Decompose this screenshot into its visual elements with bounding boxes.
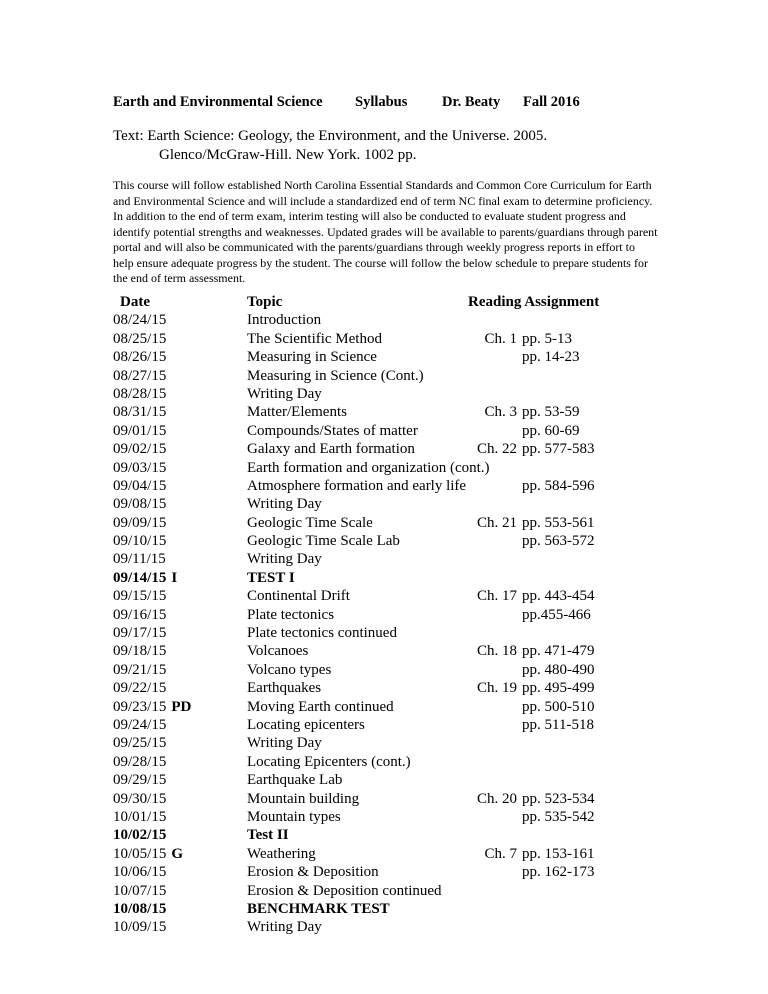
date-value: 09/09/15: [113, 514, 167, 531]
date-value: 09/28/15: [113, 753, 167, 770]
topic-column-header: Topic: [247, 294, 283, 310]
date-value: 09/01/15: [113, 422, 167, 439]
date-value: 10/06/15: [113, 864, 167, 881]
schedule-row: [113, 514, 643, 532]
reading-column-header: Reading Assignment: [468, 294, 600, 310]
schedule-row: [113, 403, 643, 421]
topic-cell: Geologic Time Scale Lab: [247, 533, 400, 550]
schedule-row: [113, 385, 643, 403]
date-value: 09/08/15: [113, 496, 167, 513]
schedule-row: [113, 900, 643, 918]
pages-cell: pp. 14-23: [522, 349, 580, 366]
chapter-cell: Ch. 22: [476, 441, 517, 458]
schedule-row: [113, 495, 643, 513]
schedule-row: [113, 459, 643, 477]
textbook-line-1: Text: Earth Science: Geology, the Environment, and the Universe. 2005.: [113, 128, 548, 144]
topic-cell: Plate tectonics continued: [247, 625, 397, 642]
topic-cell: Moving Earth continued: [247, 698, 394, 715]
date-cell: [113, 624, 166, 642]
topic-cell: Continental Drift: [247, 588, 350, 605]
schedule-row: [113, 845, 643, 863]
textbook-line-2: Glenco/McGraw-Hill. New York. 1002 pp.: [159, 147, 417, 163]
date-value: 10/09/15: [113, 919, 167, 936]
schedule-row: [113, 882, 643, 900]
schedule-row: [113, 716, 643, 734]
date-value: 08/26/15: [113, 349, 167, 366]
pages-cell: pp. 535-542: [522, 808, 595, 825]
date-column-header: Date: [120, 294, 150, 310]
date-marker: G: [171, 845, 184, 862]
topic-cell: Erosion & Deposition: [247, 864, 379, 881]
date-value: 09/24/15: [113, 716, 167, 733]
topic-cell: Atmosphere formation and early life: [247, 477, 467, 494]
topic-cell: Writing Day: [247, 919, 322, 936]
date-cell: [113, 863, 166, 881]
date-value: 09/04/15: [113, 477, 167, 494]
date-value: 09/18/15: [113, 643, 167, 660]
topic-cell: Writing Day: [247, 385, 322, 402]
topic-cell: Plate tectonics: [247, 606, 335, 623]
term-label: Fall 2016: [523, 94, 580, 110]
date-value: 08/28/15: [113, 385, 167, 402]
date-value: 09/25/15: [113, 735, 167, 752]
chapter-cell: Ch. 21: [476, 514, 517, 531]
date-cell: [113, 440, 166, 458]
chapter-cell: Ch. 19: [476, 680, 517, 697]
date-cell: [113, 385, 166, 403]
topic-cell: Erosion & Deposition continued: [247, 882, 442, 899]
date-cell: [113, 808, 166, 826]
pages-cell: pp. 60-69: [522, 422, 580, 439]
date-cell: [113, 826, 166, 844]
date-cell: [113, 330, 166, 348]
textbook-reference: [113, 127, 547, 165]
date-value: 09/14/15: [113, 569, 167, 586]
date-cell: [113, 403, 166, 421]
schedule-row: [113, 477, 643, 495]
topic-cell: TEST I: [247, 569, 295, 586]
topic-cell: Matter/Elements: [247, 404, 347, 421]
date-cell: [113, 882, 166, 900]
pages-cell: pp. 153-161: [522, 845, 595, 862]
schedule-row: [113, 532, 643, 550]
schedule-row: [113, 863, 643, 881]
topic-cell: Galaxy and Earth formation: [247, 441, 415, 458]
topic-cell: Earthquake Lab: [247, 772, 343, 789]
date-value: 09/16/15: [113, 606, 167, 623]
date-cell: [113, 753, 166, 771]
date-cell: [113, 311, 166, 329]
instructor-name: Dr. Beaty: [442, 94, 501, 110]
date-value: 09/29/15: [113, 772, 167, 789]
schedule-row: [113, 606, 643, 624]
pages-cell: pp. 553-561: [522, 514, 595, 531]
schedule-row: [113, 348, 643, 366]
date-value: 09/22/15: [113, 680, 167, 697]
schedule-row: [113, 790, 643, 808]
pages-cell: pp. 577-583: [522, 441, 595, 458]
schedule-row: [113, 679, 643, 697]
schedule-row: [113, 771, 643, 789]
date-value: 09/23/15: [113, 698, 167, 715]
pages-cell: pp. 511-518: [522, 716, 594, 733]
pages-cell: pp. 495-499: [522, 680, 595, 697]
date-value: 10/02/15: [113, 827, 167, 844]
date-value: 08/31/15: [113, 404, 167, 421]
date-cell: [113, 771, 166, 789]
date-cell: [113, 532, 166, 550]
schedule-row: [113, 569, 643, 587]
chapter-cell: Ch. 17: [476, 588, 517, 605]
date-cell: [113, 348, 166, 366]
schedule-row: [113, 734, 643, 752]
date-cell: [113, 845, 183, 863]
schedule-row: [113, 642, 643, 660]
chapter-cell: Ch. 3: [484, 404, 517, 421]
pages-cell: pp. 500-510: [522, 698, 595, 715]
course-title: Earth and Environmental Science: [113, 94, 323, 110]
schedule-row: [113, 550, 643, 568]
pages-cell: pp. 443-454: [522, 588, 595, 605]
chapter-cell: Ch. 20: [476, 790, 517, 807]
date-value: 09/11/15: [113, 551, 166, 568]
topic-cell: Test II: [247, 827, 289, 844]
topic-cell: Mountain types: [247, 808, 341, 825]
topic-cell: Mountain building: [247, 790, 360, 807]
topic-cell: Earth formation and organization (cont.): [247, 459, 490, 476]
topic-cell: Weathering: [247, 845, 316, 862]
chapter-cell: Ch. 18: [476, 643, 517, 660]
date-value: 09/21/15: [113, 661, 167, 678]
pages-cell: pp. 480-490: [522, 661, 595, 678]
schedule-row: [113, 918, 643, 936]
date-value: 10/08/15: [113, 900, 167, 917]
date-cell: [113, 477, 166, 495]
date-value: 08/24/15: [113, 312, 167, 329]
topic-cell: Compounds/States of matter: [247, 422, 418, 439]
date-cell: [113, 790, 166, 808]
schedule-table: [113, 293, 643, 937]
schedule-header-row: [113, 293, 643, 311]
date-value: 10/07/15: [113, 882, 167, 899]
date-cell: [113, 698, 191, 716]
date-cell: [113, 550, 166, 568]
date-value: 09/15/15: [113, 588, 167, 605]
date-cell: [113, 716, 166, 734]
date-value: 10/01/15: [113, 808, 167, 825]
chapter-cell: Ch. 7: [484, 845, 517, 862]
schedule-row: [113, 440, 643, 458]
topic-cell: Earthquakes: [247, 680, 322, 697]
date-cell: [113, 569, 177, 587]
date-cell: [113, 900, 166, 918]
schedule-row: [113, 624, 643, 642]
topic-cell: Writing Day: [247, 735, 322, 752]
topic-cell: Locating Epicenters (cont.): [247, 753, 411, 770]
pages-cell: pp. 471-479: [522, 643, 595, 660]
course-description: This course will follow established North Carolina Essential Standards and Common Core Curriculum for Earth and Environmental Science and will include a standardized end of term NC final exam to determine proficiency. In addition to the end of term exam, interim testing will also be conducted to evaluate student progress and identify potential strengths and weaknesses. Updated grades will be available to parents/guardians through parent portal and will also be communicated with the parents/guardians through weekly progress reports in effort to help ensure adequate progress by the student. The course will follow the below schedule to prepare students for the end of term assessment.: [113, 178, 658, 285]
schedule-row: [113, 753, 643, 771]
date-cell: [113, 367, 166, 385]
date-cell: [113, 495, 166, 513]
schedule-row: [113, 698, 643, 716]
date-cell: [113, 422, 166, 440]
chapter-cell: Ch. 1: [484, 330, 517, 347]
pages-cell: pp. 5-13: [522, 330, 572, 347]
date-cell: [113, 642, 166, 660]
date-cell: [113, 661, 166, 679]
schedule-row: [113, 311, 643, 329]
date-cell: [113, 459, 166, 477]
topic-cell: Volcano types: [247, 661, 332, 678]
topic-cell: Volcanoes: [247, 643, 309, 660]
pages-cell: pp. 523-534: [522, 790, 595, 807]
date-value: 09/03/15: [113, 459, 167, 476]
date-cell: [113, 587, 166, 605]
date-value: 09/02/15: [113, 441, 167, 458]
topic-cell: Measuring in Science (Cont.): [247, 367, 424, 384]
topic-cell: Introduction: [247, 312, 322, 329]
pages-cell: pp. 162-173: [522, 864, 595, 881]
topic-cell: BENCHMARK TEST: [247, 900, 390, 917]
topic-cell: The Scientific Method: [247, 330, 382, 347]
schedule-rows: [113, 311, 643, 936]
date-value: 08/25/15: [113, 330, 167, 347]
schedule-row: [113, 826, 643, 844]
date-value: 09/30/15: [113, 790, 167, 807]
date-marker: I: [171, 569, 178, 586]
date-cell: [113, 918, 166, 936]
date-cell: [113, 679, 166, 697]
schedule-row: [113, 587, 643, 605]
schedule-row: [113, 808, 643, 826]
schedule-row: [113, 422, 643, 440]
document-type: Syllabus: [355, 94, 408, 110]
topic-cell: Geologic Time Scale: [247, 514, 373, 531]
schedule-row: [113, 367, 643, 385]
date-marker: PD: [171, 698, 192, 715]
date-value: 09/17/15: [113, 625, 167, 642]
date-value: 08/27/15: [113, 367, 167, 384]
date-value: 10/05/15: [113, 845, 167, 862]
topic-cell: Locating epicenters: [247, 716, 365, 733]
topic-cell: Writing Day: [247, 496, 322, 513]
pages-cell: pp. 563-572: [522, 533, 595, 550]
date-cell: [113, 514, 166, 532]
schedule-row: [113, 661, 643, 679]
pages-cell: pp. 584-596: [522, 477, 595, 494]
topic-cell: Measuring in Science: [247, 349, 377, 366]
pages-cell: pp.455-466: [522, 606, 591, 623]
date-cell: [113, 734, 166, 752]
topic-cell: Writing Day: [247, 551, 322, 568]
date-value: 09/10/15: [113, 533, 167, 550]
pages-cell: pp. 53-59: [522, 404, 580, 421]
date-cell: [113, 606, 166, 624]
schedule-row: [113, 330, 643, 348]
